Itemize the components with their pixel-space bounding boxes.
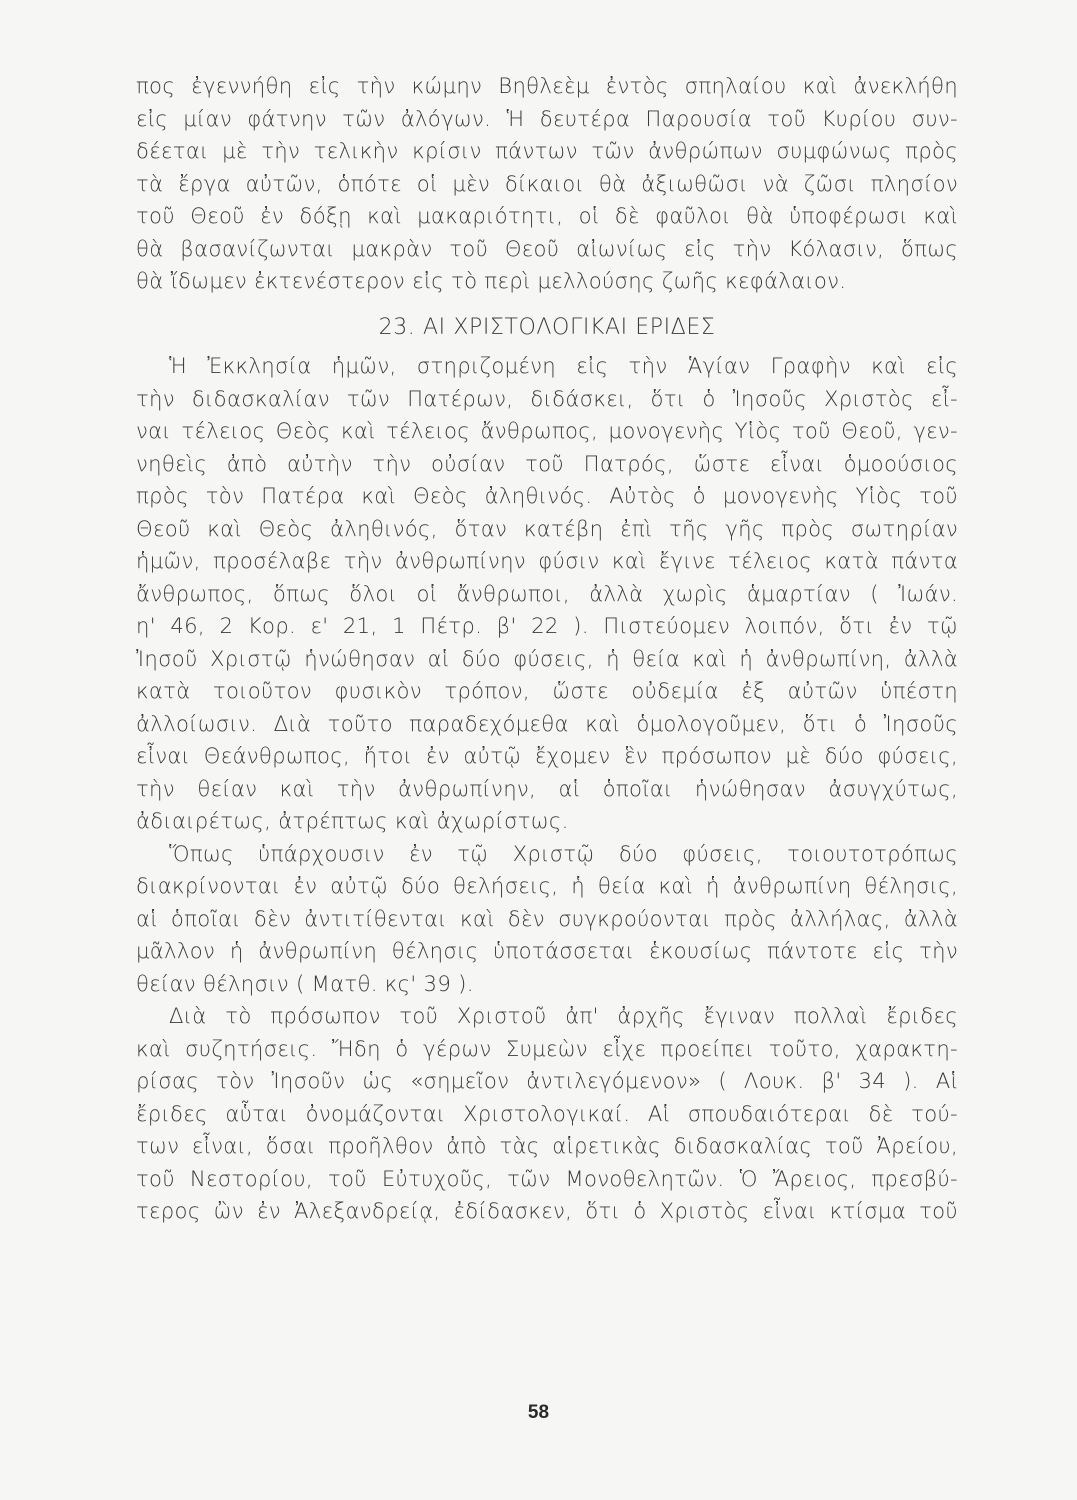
text-line: μᾶλλον ἡ ἀνθρωπίνη θέλησις ὑποτάσσεται ἑκουσίως πάντοτε εἰς τὴν <box>136 938 958 963</box>
text-line: ἀδιαιρέτως, ἀτρέπτως καὶ ἀχωρίστως. <box>136 808 569 833</box>
text-line: τὰ ἔργα αὐτῶν, ὁπότε οἱ μὲν δίκαιοι θὰ ἀξιωθῶσι νὰ ζῶσι πλησίον <box>136 170 958 196</box>
text-line: Διὰ τὸ πρόσωπον τοῦ Χριστοῦ ἀπ' ἀρχῆς ἔγιναν πολλαὶ ἔριδες <box>169 1003 958 1028</box>
text-line: τοῦ Νεστορίου, τοῦ Εὐτυχοῦς, τῶν Μονοθελητῶν. Ὁ Ἄρειος, πρεσβύ- <box>136 1165 958 1191</box>
text-line: ἡμῶν, προσέλαβε τὴν ἀνθρωπίνην φύσιν καὶ ἔγινε τέλειος κατὰ πάντα <box>136 548 958 573</box>
text-line: θὰ βασανίζωνται μακρὰν τοῦ Θεοῦ αἰωνίως εἰς τὴν Κόλασιν, ὅπως <box>136 235 958 261</box>
text-line: δέεται μὲ τὴν τελικὴν κρίσιν πάντων τῶν ἀνθρώπων συμφώνως πρὸς <box>136 138 958 163</box>
paragraph-1 <box>136 70 958 298</box>
text-line: των εἶναι, ὅσαι προῆλθον ἀπὸ τὰς αἱρετικὰς διδασκαλίας τοῦ Ἀρείου, <box>136 1133 958 1158</box>
paragraph-4 <box>136 1000 958 1228</box>
text-line: ρίσας τὸν Ἰησοῦν ὡς «σημεῖον ἀντιλεγόμενον» ( Λουκ. β' 34 ). Αἱ <box>136 1068 958 1093</box>
text-line: Ὅπως ὑπάρχουσιν ἐν τῷ Χριστῷ δύο φύσεις, τοιουτοτρόπως <box>169 840 958 866</box>
text-line: Ἰησοῦ Χριστῷ ἡνώθησαν αἱ δύο φύσεις, ἡ θεία καὶ ἡ ἀνθρωπίνη, ἀλλὰ <box>136 645 958 671</box>
text-line: διακρίνονται ἐν αὐτῷ δύο θελήσεις, ἡ θεία καὶ ἡ ἀνθρωπίνη θέλησις, <box>136 873 958 898</box>
text-line: εἰς μίαν φάτνην τῶν ἀλόγων. Ἡ δευτέρα Παρουσία τοῦ Κυρίου συν- <box>136 105 958 131</box>
text-line: ἀλλοίωσιν. Διὰ τοῦτο παραδεχόμεθα καὶ ὁμολογοῦμεν, ὅτι ὁ Ἰησοῦς <box>136 710 958 736</box>
text-line: τερος ὢν ἐν Ἀλεξανδρείᾳ, ἐδίδασκεν, ὅτι ὁ Χριστὸς εἶναι κτίσμα τοῦ <box>136 1198 958 1223</box>
text-line: Ἡ Ἐκκλησία ἡμῶν, στηριζομένη εἰς τὴν Ἁγίαν Γραφὴν καὶ εἰς <box>169 353 958 378</box>
text-line: πος ἐγεννήθη εἰς τὴν κώμην Βηθλεὲμ ἐντὸς σπηλαίου καὶ ἀνεκλήθη <box>136 73 958 98</box>
text-line: αἱ ὁποῖαι δὲν ἀντιτίθενται καὶ δὲν συγκρούονται πρὸς ἀλλήλας, ἀλλὰ <box>136 905 958 931</box>
section-heading: 23. ΑΙ ΧΡΙΣΤΟΛΟΓΙΚΑΙ ΕΡΙΔΕΣ <box>378 314 716 340</box>
text-line: κατὰ τοιοῦτον φυσικὸν τρόπον, ὥστε οὐδεμία ἐξ αὐτῶν ὑπέστη <box>136 678 958 703</box>
text-line: ναι τέλειος Θεὸς καὶ τέλειος ἄνθρωπος, μονογενὴς Υἱὸς τοῦ Θεοῦ, γεν- <box>136 418 958 443</box>
text-line: θὰ ἴδωμεν ἐκτενέστερον εἰς τὸ περὶ μελλούσης ζωῆς κεφάλαιον. <box>136 268 847 293</box>
text-body <box>136 70 958 1228</box>
page-number: 58 <box>527 1402 550 1423</box>
text-line: τὴν θείαν καὶ τὴν ἀνθρωπίνην, αἱ ὁποῖαι ἡνώθησαν ἀσυγχύτως, <box>136 775 958 801</box>
text-line: τὴν διδασκαλίαν τῶν Πατέρων, διδάσκει, ὅτι ὁ Ἰησοῦς Χριστὸς εἶ- <box>136 385 958 411</box>
paragraph-3 <box>136 838 958 1001</box>
text-line: καὶ συζητήσεις. Ἤδη ὁ γέρων Συμεὼν εἶχε προείπει τοῦτο, χαρακτη- <box>136 1035 958 1061</box>
text-line: πρὸς τὸν Πατέρα καὶ Θεὸς ἀληθινός. Αὐτὸς ὁ μονογενὴς Υἱὸς τοῦ <box>136 483 958 508</box>
text-line: εἶναι Θεάνθρωπος, ἤτοι ἐν αὐτῷ ἔχομεν ἓν πρόσωπον μὲ δύο φύσεις, <box>136 743 958 768</box>
text-line: τοῦ Θεοῦ ἐν δόξῃ καὶ μακαριότητι, οἱ δὲ φαῦλοι θὰ ὑποφέρωσι καὶ <box>136 203 958 228</box>
text-line: νηθεὶς ἀπὸ αὐτὴν τὴν οὐσίαν τοῦ Πατρός, ὥστε εἶναι ὁμοούσιος <box>136 450 958 476</box>
paragraph-2 <box>136 350 958 838</box>
text-line: ἄνθρωπος, ὅπως ὅλοι οἱ ἄνθρωποι, ἀλλὰ χωρὶς ἁμαρτίαν ( Ἰωάν. <box>136 580 958 606</box>
text-line: θείαν θέλησιν ( Ματθ. κς' 39 ). <box>136 970 474 996</box>
text-line: η' 46, 2 Κορ. ε' 21, 1 Πέτρ. β' 22 ). Πιστεύομεν λοιπόν, ὅτι ἐν τῷ <box>136 613 958 638</box>
text-line: ἔριδες αὗται ὀνομάζονται Χριστολογικαί. Αἱ σπουδαιότεραι δὲ τού- <box>136 1100 958 1126</box>
text-line: Θεοῦ καὶ Θεὸς ἀληθινός, ὅταν κατέβη ἐπὶ τῆς γῆς πρὸς σωτηρίαν <box>136 515 958 541</box>
